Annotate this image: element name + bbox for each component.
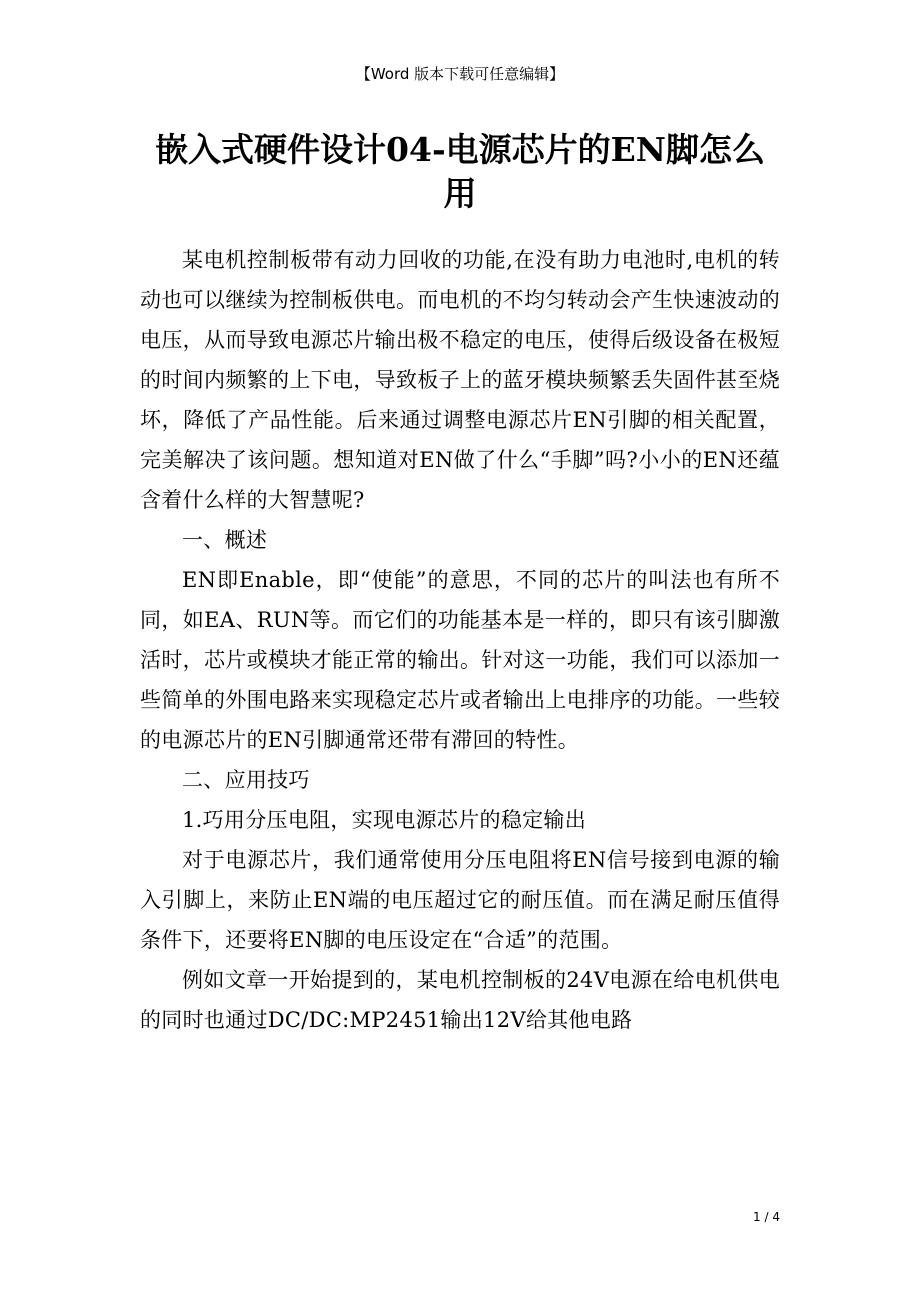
paragraph-overview: EN即Enable，即“使能”的意思，不同的芯片的叫法也有所不同，如EA、RUN等。而它们的功能基本是一样的，即只有该引脚激活时，芯片或模块才能正常的输出。针对这一功能，我们可以添加一些简单的外围电路来实现稳定芯片或者输出上电排序的功能。一些较的电源芯片的EN引脚通常还带有滞回的特性。 [140, 568, 780, 752]
paragraph-divider: 对于电源芯片，我们通常使用分压电阻将EN信号接到电源的输入引脚上，来防止EN端的电压超过它的耐压值。而在满足耐压值得条件下，还要将EN脚的电压设定在“合适”的范围。 [140, 848, 780, 952]
subsection-heading-divider: 1.巧用分压电阻，实现电源芯片的稳定输出 [182, 808, 587, 832]
paragraph-intro: 某电机控制板带有动力回收的功能,在没有助力电池时,电机的转动也可以继续为控制板供电。而电机的不均匀转动会产生快速波动的电压，从而导致电源芯片输出极不稳定的电压，使得后级设备在极短的时间内频繁的上下电，导致板子上的蓝牙模块频繁丢失固件甚至烧坏，降低了产品性能。后来通过调整电源芯片EN引脚的相关配置，完美解决了该问题。想知道对EN做了什么“手脚”吗?小小的EN还蕴含着什么样的大智慧呢? [140, 248, 780, 512]
document-title: 嵌入式硬件设计04-电源芯片的EN脚怎么用 [155, 130, 765, 213]
paragraph-example: 例如文章一开始提到的，某电机控制板的24V电源在给电机供电的同时也通过DC/DC:MP2451输出12V给其他电路 [140, 968, 780, 1032]
page-number: 1 / 4 [753, 1210, 780, 1224]
section-heading-tips: 二、应用技巧 [182, 768, 310, 792]
section-heading-overview: 一、概述 [182, 528, 268, 552]
document-body [140, 240, 780, 1040]
header-note: 【Word 版本下载可任意编辑】 [355, 65, 565, 83]
